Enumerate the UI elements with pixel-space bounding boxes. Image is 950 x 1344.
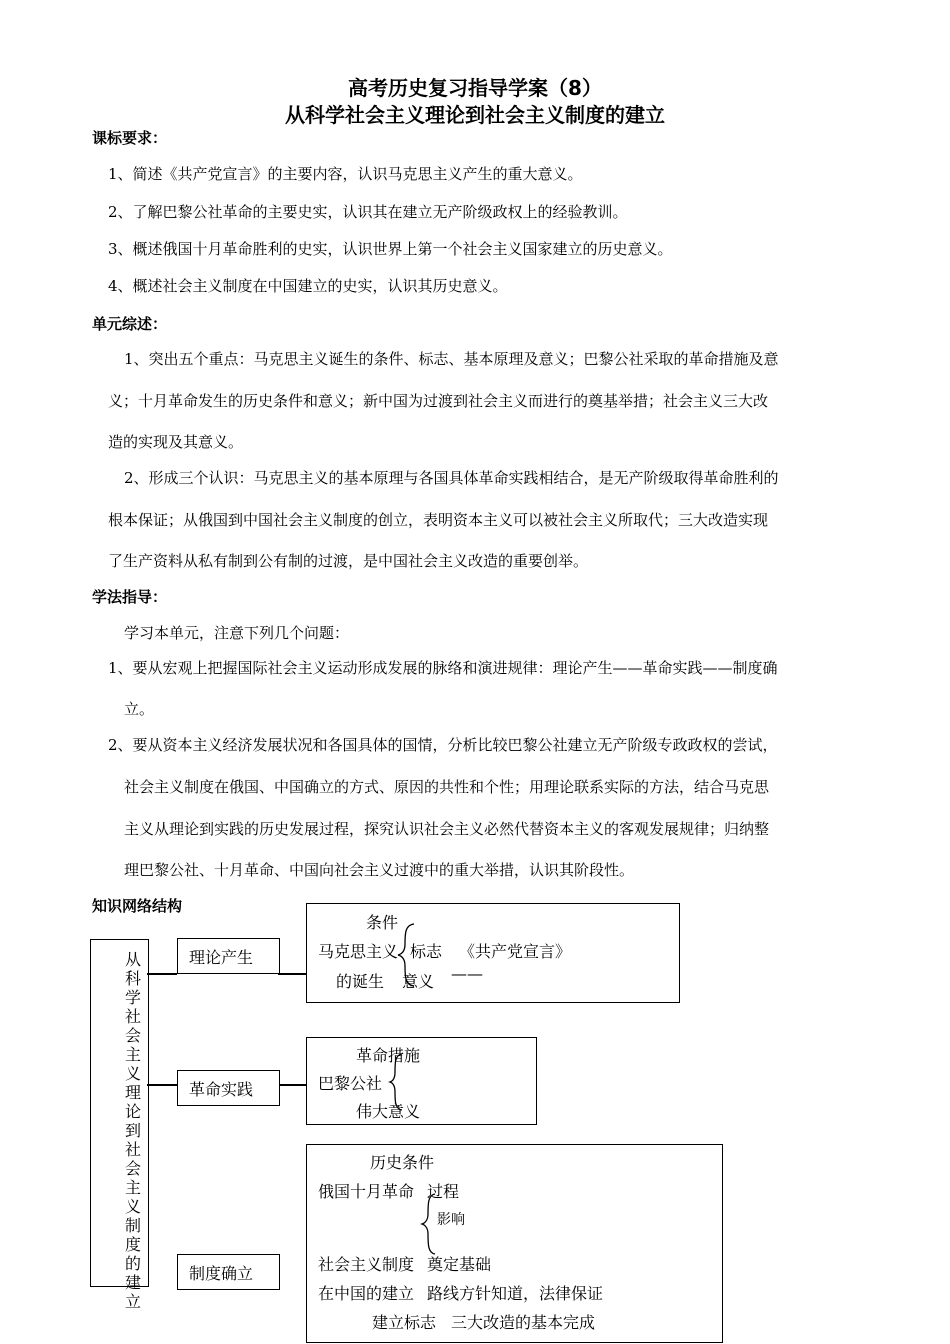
detail-sub: 奠定基础: [427, 1255, 492, 1274]
summary-line: 义；十月革命发生的历史条件和意义；新中国为过渡到社会主义而进行的奠基举措；社会主义三大改: [108, 392, 769, 410]
method-line: 1、要从宏观上把握国际社会主义运动形成发展的脉络和演进规律：理论产生——革命实践——制度确: [108, 659, 778, 677]
brace-icon: [388, 1052, 408, 1112]
summary-heading: 单元综述：: [92, 315, 168, 333]
summary-line: 造的实现及其意义。: [108, 433, 244, 451]
method-line: 立。: [124, 700, 155, 718]
detail-sub: 条件: [366, 913, 399, 932]
method-heading: 学法指导：: [92, 588, 168, 606]
detail-sub: 影响: [437, 1212, 465, 1228]
curriculum-heading: 课标要求：: [92, 129, 168, 147]
method-line: 理巴黎公社、十月革命、中国向社会主义过渡中的重大举措，认识其阶段性。: [124, 861, 635, 879]
curriculum-item: 2、了解巴黎公社革命的主要史实，认识其在建立无产阶级政权上的经验教训。: [108, 203, 628, 221]
detail-value: 三大改造的基本完成: [451, 1313, 596, 1332]
detail-sub: 伟大意义: [356, 1102, 421, 1121]
network-root-text: 从科学社会主义理论到社会主义制度的建立: [124, 950, 141, 1311]
branch-label-practice: 革命实践: [189, 1080, 254, 1099]
detail-topic: 巴黎公社: [318, 1074, 383, 1093]
detail-sub: 意义: [402, 972, 435, 991]
method-intro: 学习本单元，注意下列几个问题：: [124, 624, 350, 642]
connector: [147, 1084, 177, 1086]
summary-line: 2、形成三个认识：马克思主义的基本原理与各国具体革命实践相结合，是无产阶级取得革命胜利的: [124, 469, 779, 487]
summary-line: 根本保证；从俄国到中国社会主义制度的创立，表明资本主义可以被社会主义所取代；三大改造实现: [108, 511, 769, 529]
method-line: 2、要从资本主义经济发展状况和各国具体的国情，分析比较巴黎公社建立无产阶级专政政权的尝试，: [108, 736, 778, 754]
branch-label-theory: 理论产生: [189, 948, 254, 967]
network-heading: 知识网络结构: [92, 897, 183, 915]
summary-line: 了生产资料从私有制到公有制的过渡，是中国社会主义改造的重要创举。: [108, 552, 589, 570]
method-line: 主义从理论到实践的历史发展过程，探究认识社会主义必然代替资本主义的客观发展规律；归纳整: [124, 820, 770, 838]
detail-sub: 革命措施: [356, 1046, 421, 1065]
method-line: 社会主义制度在俄国、中国确立的方式、原因的共性和个性；用理论联系实际的方法，结合马克思: [124, 778, 770, 796]
detail-value: ——: [451, 964, 483, 983]
detail-value: 《共产党宣言》: [459, 942, 572, 961]
detail-topic: 的诞生: [336, 972, 385, 991]
connector: [147, 973, 177, 975]
detail-sub: 历史条件: [370, 1153, 435, 1172]
detail-sub: 建立标志: [372, 1313, 437, 1332]
detail-topic: 马克思主义: [318, 942, 399, 961]
detail-sub: 过程: [427, 1182, 460, 1201]
summary-line: 1、突出五个重点：马克思主义诞生的条件、标志、基本原理及意义；巴黎公社采取的革命措施及意: [124, 350, 779, 368]
curriculum-item: 1、简述《共产党宣言》的主要内容，认识马克思主义产生的重大意义。: [108, 165, 583, 183]
brace-icon: [396, 922, 420, 988]
detail-topic: 在中国的建立: [318, 1284, 415, 1303]
connector: [278, 1084, 306, 1086]
connector: [278, 973, 306, 975]
brace-icon: [420, 1192, 440, 1256]
detail-topic: 俄国十月革命: [318, 1182, 415, 1201]
detail-sub: 标志: [410, 942, 443, 961]
page-title: 高考历史复习指导学案（8）: [348, 76, 602, 100]
curriculum-item: 3、概述俄国十月革命胜利的史实，认识世界上第一个社会主义国家建立的历史意义。: [108, 240, 673, 258]
curriculum-item: 4、概述社会主义制度在中国建立的史实，认识其历史意义。: [108, 277, 508, 295]
branch-label-system: 制度确立: [189, 1264, 254, 1283]
page-subtitle: 从科学社会主义理论到社会主义制度的建立: [285, 103, 665, 127]
detail-topic: 社会主义制度: [318, 1255, 415, 1274]
detail-sub: 路线方针知道，法律保证: [427, 1284, 604, 1303]
